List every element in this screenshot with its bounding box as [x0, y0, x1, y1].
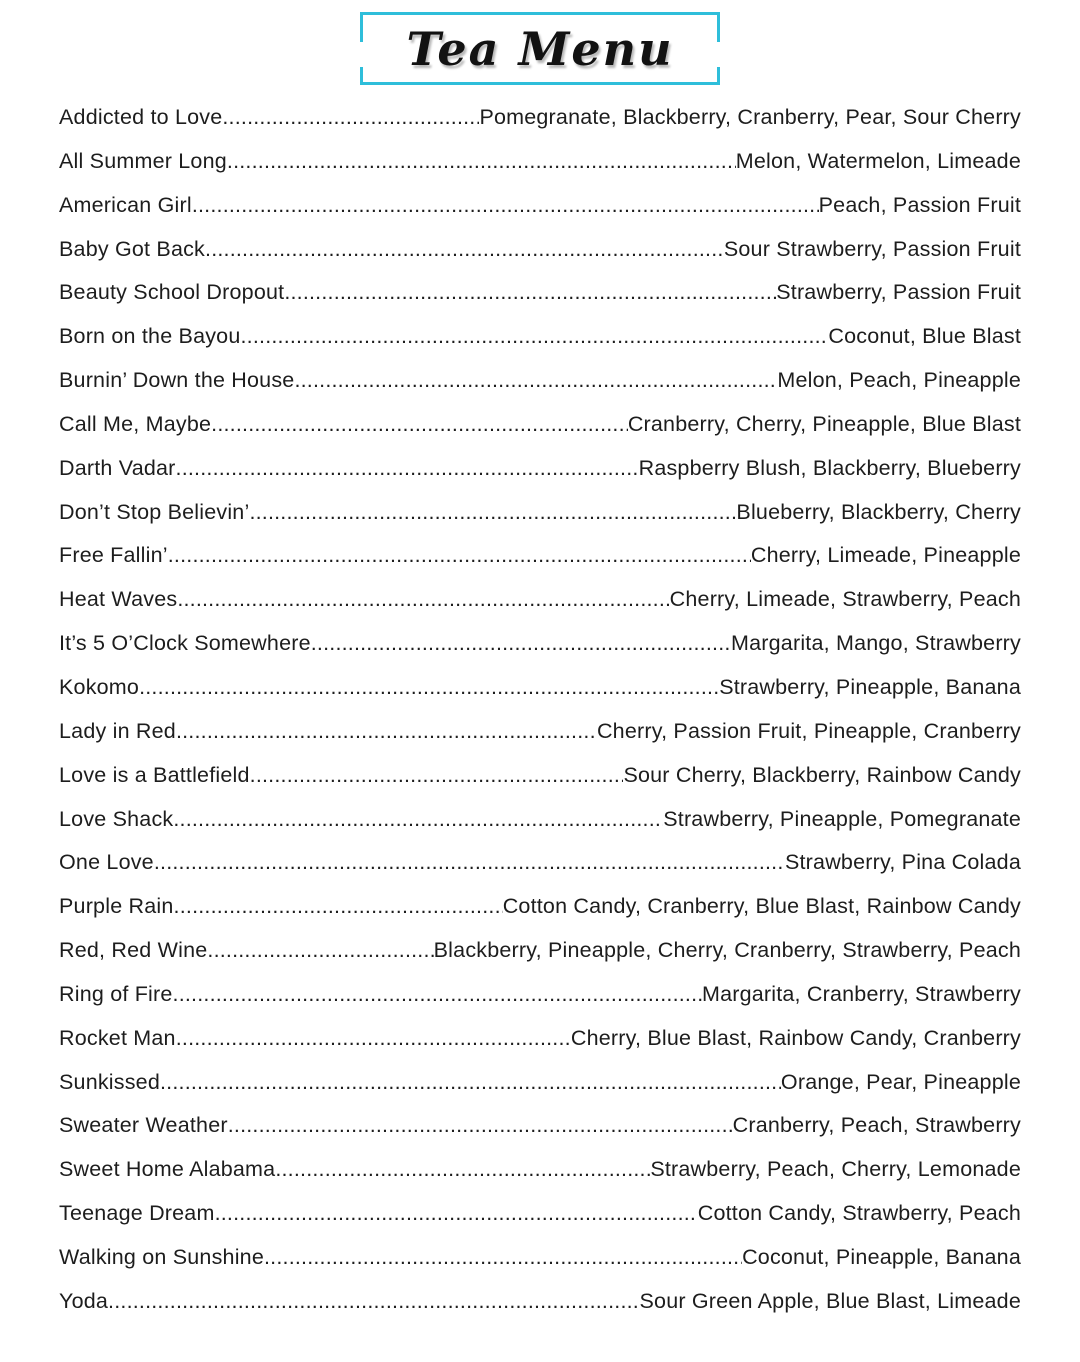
item-flavors: Sour Green Apple, Blue Blast, Limeade: [639, 1288, 1021, 1313]
menu-item-row: [59, 1192, 1021, 1236]
item-name: Sweet Home Alabama: [59, 1157, 276, 1182]
dot-leader: [176, 710, 597, 754]
dot-leader: [192, 184, 819, 228]
menu-item-row: [59, 973, 1021, 1017]
item-name: Lady in Red: [59, 718, 176, 743]
item-name: American Girl: [59, 192, 192, 217]
menu-item-row: [59, 534, 1021, 578]
dot-leader: [160, 1061, 781, 1105]
menu-item-row: [59, 578, 1021, 622]
dot-leader: [205, 228, 724, 272]
menu-item-row: [59, 96, 1021, 140]
menu-item-row: [59, 666, 1021, 710]
title-box: [360, 12, 720, 85]
menu-item-row: [59, 1017, 1021, 1061]
menu-item-row: [59, 491, 1021, 535]
menu-page: [0, 12, 1080, 1362]
item-flavors: Strawberry, Passion Fruit: [776, 280, 1021, 305]
item-name: Ring of Fire: [59, 981, 173, 1006]
item-name: Love Shack: [59, 806, 174, 831]
item-name: All Summer Long: [59, 148, 227, 173]
item-name: Burnin’ Down the House: [59, 368, 295, 393]
dot-leader: [139, 666, 719, 710]
item-name: Born on the Bayou: [59, 324, 241, 349]
item-flavors: Melon, Peach, Pineapple: [777, 368, 1021, 393]
dot-leader: [241, 315, 829, 359]
menu-item-row: [59, 885, 1021, 929]
dot-leader: [108, 1280, 639, 1324]
item-flavors: Cotton Candy, Cranberry, Blue Blast, Rainbow Candy: [502, 894, 1021, 919]
dot-leader: [228, 1104, 733, 1148]
menu-item-row: [59, 1104, 1021, 1148]
item-flavors: Cherry, Limeade, Pineapple: [750, 543, 1021, 568]
item-flavors: Cherry, Blue Blast, Rainbow Candy, Cranberry: [570, 1025, 1021, 1050]
item-name: Darth Vadar: [59, 455, 176, 480]
menu-item-row: [59, 184, 1021, 228]
menu-item-row: [59, 403, 1021, 447]
item-flavors: Orange, Pear, Pineapple: [780, 1069, 1021, 1094]
menu-item-row: [59, 754, 1021, 798]
item-name: Purple Rain: [59, 894, 174, 919]
item-name: Addicted to Love: [59, 105, 223, 129]
item-flavors: Peach, Passion Fruit: [818, 192, 1021, 217]
menu-item-row: [59, 1148, 1021, 1192]
item-flavors: Strawberry, Peach, Cherry, Lemonade: [650, 1157, 1021, 1182]
menu-item-row: [59, 710, 1021, 754]
menu-item-row: [59, 359, 1021, 403]
menu-item-row: [59, 1236, 1021, 1280]
item-flavors: Melon, Watermelon, Limeade: [735, 148, 1021, 173]
menu-list: [59, 96, 1021, 1324]
item-flavors: Blueberry, Blackberry, Cherry: [736, 499, 1021, 524]
item-name: Heat Waves: [59, 587, 178, 612]
menu-item-row: [59, 1280, 1021, 1324]
item-name: Sunkissed: [59, 1069, 160, 1094]
item-flavors: Sour Strawberry, Passion Fruit: [723, 236, 1021, 261]
item-flavors: Margarita, Mango, Strawberry: [731, 631, 1021, 656]
dot-leader: [311, 622, 731, 666]
dot-leader: [264, 1236, 742, 1280]
item-name: Beauty School Dropout: [59, 280, 285, 305]
dot-leader: [215, 1192, 698, 1236]
page-title: Tea Menu: [406, 21, 674, 76]
item-flavors: Sour Cherry, Blackberry, Rainbow Candy: [623, 762, 1021, 787]
item-name: Free Fallin’: [59, 543, 168, 568]
item-flavors: Cotton Candy, Strawberry, Peach: [697, 1201, 1021, 1226]
item-flavors: Cherry, Limeade, Strawberry, Peach: [669, 587, 1021, 612]
item-flavors: Margarita, Cranberry, Strawberry: [701, 981, 1021, 1006]
item-flavors: Strawberry, Pina Colada: [784, 850, 1021, 875]
dot-leader: [177, 578, 669, 622]
item-flavors: Strawberry, Pineapple, Banana: [719, 674, 1021, 699]
menu-item-row: [59, 798, 1021, 842]
menu-item-row: [59, 841, 1021, 885]
dot-leader: [294, 359, 777, 403]
item-flavors: Cranberry, Peach, Strawberry: [732, 1113, 1021, 1138]
dot-leader: [174, 885, 503, 929]
item-flavors: Pomegranate, Blackberry, Cranberry, Pear, Sour Cherry: [479, 105, 1021, 129]
item-name: It’s 5 O’Clock Somewhere: [59, 631, 311, 656]
dot-leader: [207, 929, 433, 973]
item-flavors: Raspberry Blush, Blackberry, Blueberry: [638, 455, 1021, 480]
item-flavors: Strawberry, Pineapple, Pomegranate: [663, 806, 1021, 831]
menu-item-row: [59, 140, 1021, 184]
dot-leader: [168, 534, 751, 578]
dot-leader: [284, 271, 776, 315]
item-name: Sweater Weather: [59, 1113, 228, 1138]
menu-item-row: [59, 271, 1021, 315]
menu-item-row: [59, 929, 1021, 973]
dot-leader: [222, 96, 479, 140]
dot-leader: [173, 973, 702, 1017]
item-name: One Love: [59, 850, 154, 875]
dot-leader: [250, 754, 624, 798]
item-flavors: Coconut, Blue Blast: [828, 324, 1021, 349]
menu-item-row: [59, 315, 1021, 359]
item-flavors: Coconut, Pineapple, Banana: [742, 1244, 1021, 1269]
item-name: Red, Red Wine: [59, 938, 208, 963]
item-name: Love is a Battlefield: [59, 762, 250, 787]
item-name: Rocket Man: [59, 1025, 176, 1050]
dot-leader: [176, 1017, 571, 1061]
item-name: Yoda: [59, 1288, 109, 1313]
item-name: Baby Got Back: [59, 236, 206, 261]
item-name: Teenage Dream: [59, 1201, 215, 1226]
menu-item-row: [59, 447, 1021, 491]
dot-leader: [154, 841, 785, 885]
dot-leader: [227, 140, 736, 184]
dot-leader: [211, 403, 628, 447]
menu-item-row: [59, 1061, 1021, 1105]
item-name: Kokomo: [59, 674, 140, 699]
menu-item-row: [59, 228, 1021, 272]
item-flavors: Cherry, Passion Fruit, Pineapple, Cranberry: [596, 718, 1021, 743]
dot-leader: [176, 447, 639, 491]
dot-leader: [173, 798, 663, 842]
dot-leader: [249, 491, 736, 535]
item-flavors: Blackberry, Pineapple, Cherry, Cranberry, Strawberry, Peach: [433, 938, 1021, 963]
item-name: Call Me, Maybe: [59, 411, 212, 436]
item-name: Don’t Stop Believin’: [59, 499, 250, 524]
dot-leader: [275, 1148, 650, 1192]
item-flavors: Cranberry, Cherry, Pineapple, Blue Blast: [627, 411, 1021, 436]
menu-item-row: [59, 622, 1021, 666]
item-name: Walking on Sunshine: [59, 1244, 264, 1269]
